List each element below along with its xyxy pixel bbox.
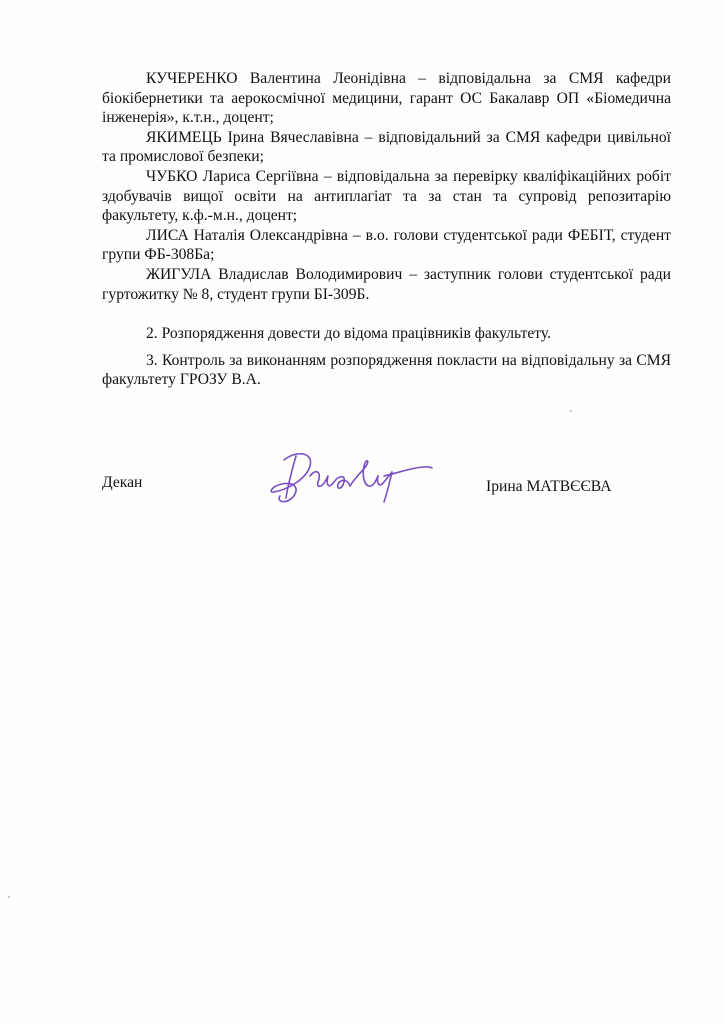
entry-zhyhula: ЖИГУЛА Владислав Володимирович – заступник голови студентської ради гуртожитку № 8, студент групи БІ-309Б.	[102, 265, 671, 303]
signature-strokes	[271, 454, 432, 502]
signer-name: Ірина МАТВЄЄВА	[486, 478, 612, 495]
handwritten-signature	[266, 446, 436, 512]
item-2: 2. Розпорядження довести до відома працівників факультету.	[146, 325, 551, 343]
document-body	[102, 69, 671, 390]
scan-speck	[8, 896, 10, 898]
spacer	[102, 344, 671, 351]
signer-position: Декан	[102, 474, 143, 491]
entry-yakymets: ЯКИМЕЦЬ Ірина Вячеславівна – відповідальний за СМЯ кафедри цивільної та промислової безпеки;	[102, 128, 671, 166]
spacer	[102, 304, 671, 324]
entry-kucherenko: КУЧЕРЕНКО Валентина Леонідівна – відповідальна за СМЯ кафедри біокібернетики та аерокосмічної медицини, гарант ОС Бакалавр ОП «Біомедична інженерія», к.т.н., доцент;	[102, 70, 671, 127]
item-3: 3. Контроль за виконанням розпорядження покласти на відповідальну за СМЯ факультету ГРОЗУ В.А.	[102, 351, 671, 389]
entry-chubko: ЧУБКО Лариса Сергіївна – відповідальна за перевірку кваліфікаційних робіт здобувачів вищої освіти на антиплагіат та за стан та супровід репозитарію факультету, к.ф.-м.н., доцент;	[102, 167, 671, 225]
scan-speck	[570, 410, 572, 412]
entry-lysa: ЛИСА Наталія Олександрівна – в.о. голови студентської ради ФЕБІТ, студент групи ФБ-308Ба;	[102, 226, 671, 264]
